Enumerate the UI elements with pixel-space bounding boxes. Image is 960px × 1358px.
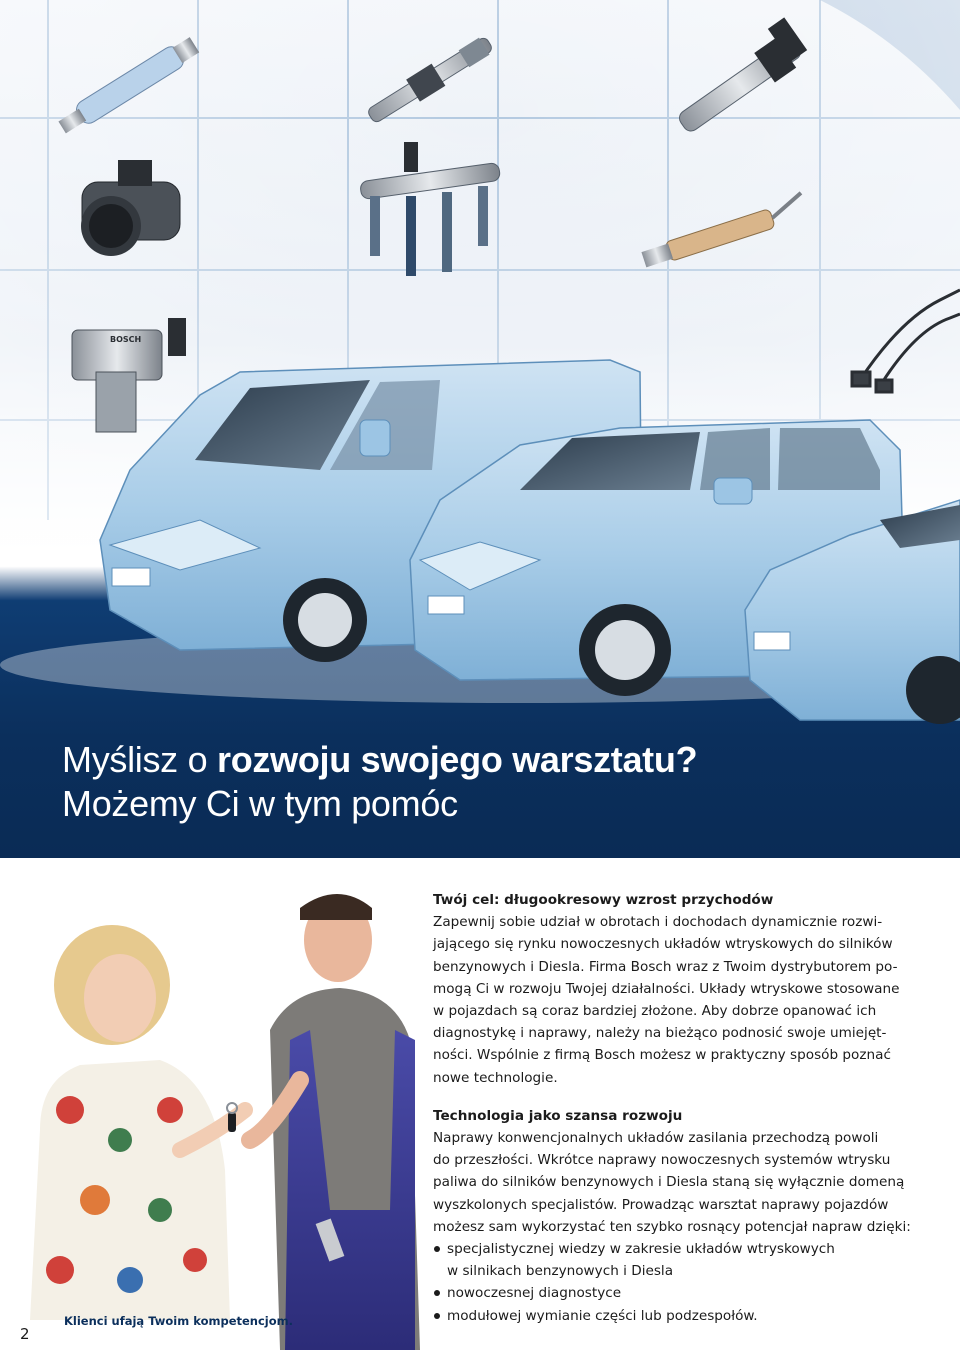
- section-body: Zapewnij sobie udział w obrotach i dochodach dynamicznie rozwi- jającego się rynku nowoczesnych układów wtryskowych do silników benzynowych i Diesla. Firma Bosch wraz z Twoim dystrybutorem po- mogą Ci w rozwoju Twojej działalności. Układy wtryskowe stosowane w pojazdach są coraz bardziej złożone. Aby dobrze opanować ich diagnostykę i naprawy, należy na bieżąco podnosić swoje umiejęt- ności. Wspólnie z firmą Bosch możesz w praktyczny sposób poznać nowe technologie.: [433, 914, 900, 1086]
- bullet-item: nowoczesnej diagnostyce: [433, 1282, 923, 1304]
- headline-regular-text: Myślisz o: [62, 739, 218, 780]
- bullet-item: modułowej wymianie części lub podzespołów.: [433, 1305, 923, 1327]
- photo-caption: Klienci ufają Twoim kompetencjom.: [64, 1314, 293, 1328]
- section-heading: Twój cel: długookresowy wzrost przychodów: [433, 892, 774, 908]
- section-technology: [433, 1105, 923, 1327]
- bullet-item: specjalistycznej wiedzy w zakresie układów wtryskowych w silnikach benzynowych i Diesla: [433, 1238, 923, 1282]
- headline-line-2: Możemy Ci w tym pomóc: [62, 783, 458, 824]
- text-column: [433, 889, 923, 1327]
- pump-brand-label: BOSCH: [110, 335, 142, 344]
- headline-bold-text: rozwoju swojego warsztatu?: [217, 739, 698, 780]
- section-goal: [433, 889, 923, 1089]
- mechanic-figure: [250, 894, 420, 1350]
- headline-line-1: [62, 738, 942, 782]
- headline: [62, 738, 942, 826]
- section-body: Naprawy konwencjonalnych układów zasilania przechodzą powoli do przeszłości. Wkrótce naprawy nowoczesnych systemów wtrysku paliwa do silników benzynowych i Diesla staną się wyłącznie domeną wyszkolonych specjalistów. Prowadząc warsztat naprawy pojazdów możesz sam wykorzystać ten szybko rosnący potencjał napraw dzięki:: [433, 1130, 911, 1235]
- customer-figure: [30, 925, 245, 1320]
- bullet-list: [433, 1238, 923, 1327]
- page-number: 2: [20, 1325, 30, 1343]
- customer-mechanic-photo: [0, 880, 420, 1358]
- section-heading: Technologia jako szansa rozwoju: [433, 1107, 683, 1124]
